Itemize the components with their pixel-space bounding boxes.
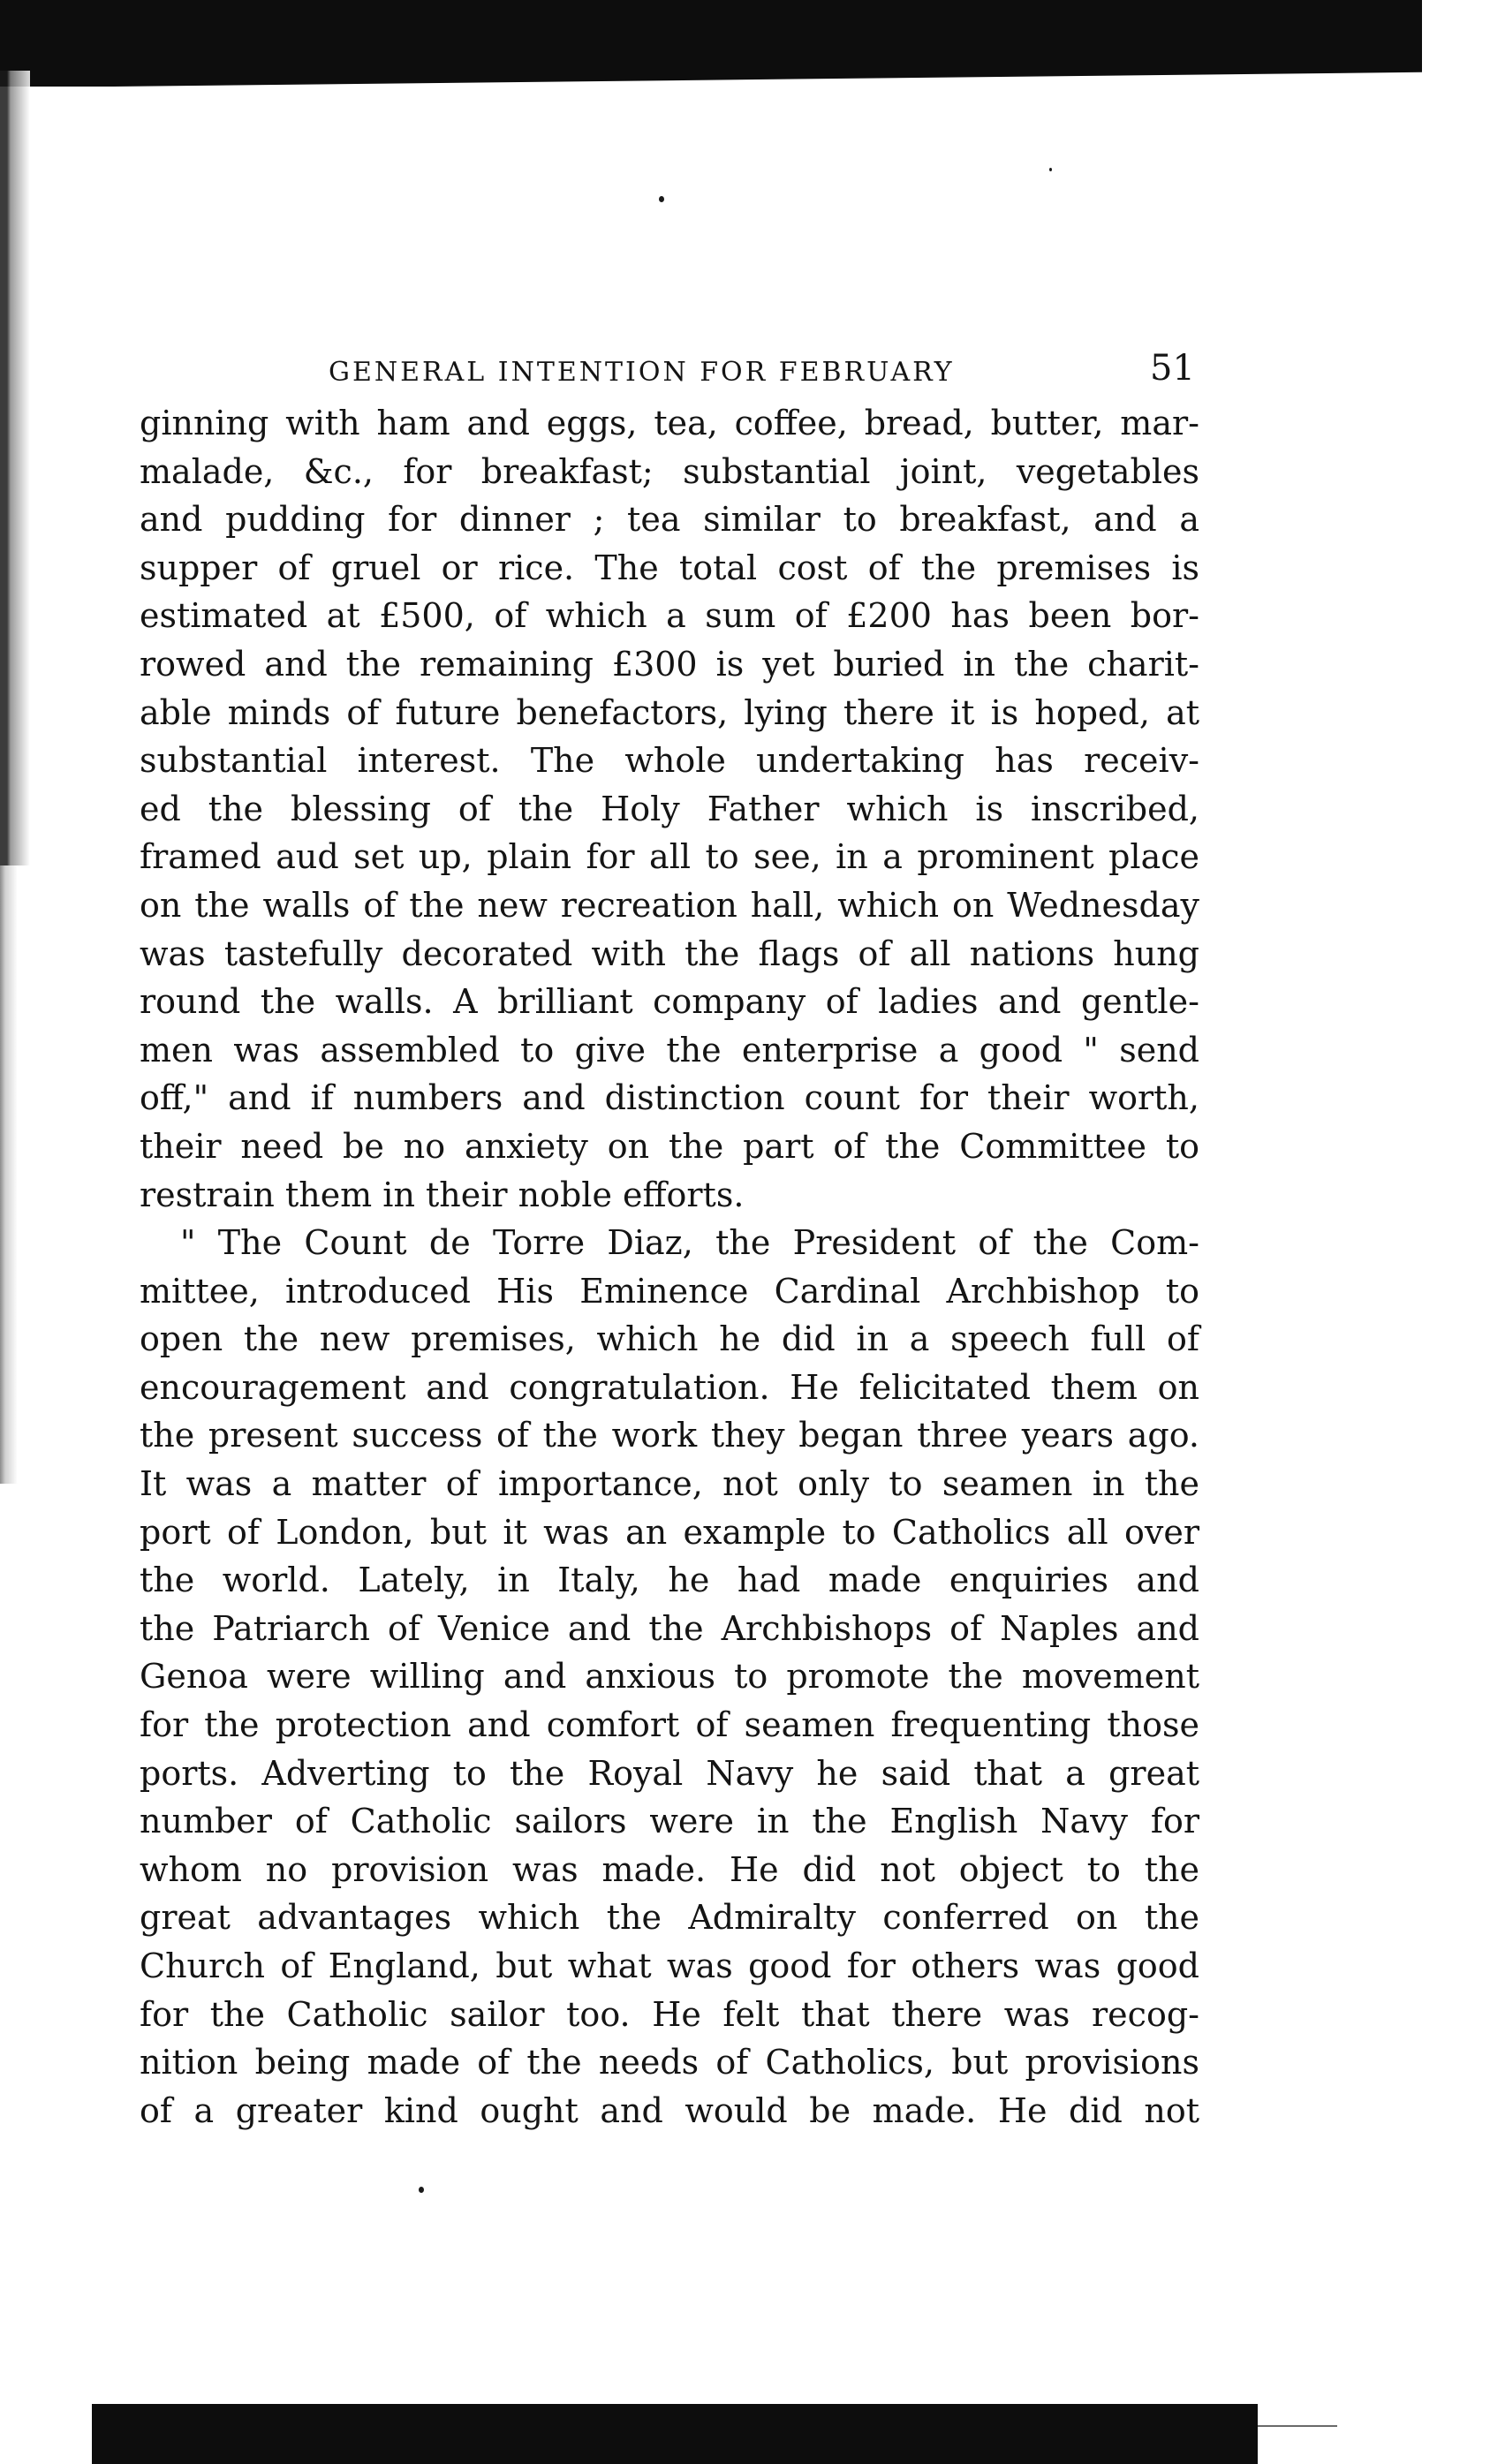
page-number: 51 [1150,348,1195,389]
text-line: the world. Lately, in Italy, he had made enquiries and [140,1561,1199,1600]
text-line: restrain them in their noble efforts. [140,1175,745,1214]
text-line: number of Catholic sailors were in the English Navy for [140,1802,1199,1841]
text-line: men was assembled to give the enterprise a good " send [140,1030,1199,1069]
text-line: substantial interest. The whole undertaking has receiv- [140,741,1199,781]
text-line: ed the blessing of the Holy Father which is inscribed, [140,789,1199,828]
scan-border-bottom [92,2404,1258,2464]
running-title: GENERAL INTENTION FOR FEBRUARY [329,357,955,388]
text-line: was tastefully decorated with the flags of all nations hung [140,933,1199,973]
text-line: great advantages which the Admiralty conferred on the [140,1898,1199,1938]
text-line: for the Catholic sailor too. He felt that there was recog- [140,1994,1199,2034]
text-line: whom no provision was made. He did not object to the [140,1849,1199,1889]
text-line: their need be no anxiety on the part of the Committee to [140,1126,1199,1166]
scan-border-bottom-line [1258,2425,1337,2427]
text-line: " The Count de Torre Diaz, the President of the Com- [180,1223,1199,1263]
scan-border-left-lower [0,865,18,1484]
text-line: estimated at £500, of which a sum of £200 has been bor- [140,596,1199,636]
text-line: framed aud set up, plain for all to see, in a prominent place [140,837,1199,877]
text-line: rowed and the remaining £300 is yet buried in the charit- [140,644,1199,684]
text-line: and pudding for dinner ; tea similar to breakfast, and a [140,500,1199,540]
text-line: off," and if numbers and distinction count for their worth, [140,1078,1199,1118]
text-line: open the new premises, which he did in a speech full of [140,1319,1199,1359]
text-line: mittee, introduced His Eminence Cardinal Archbishop to [140,1271,1199,1311]
text-line: ports. Adverting to the Royal Navy he said that a great [140,1753,1199,1793]
text-line: ginning with ham and eggs, tea, coffee, bread, butter, mar- [140,404,1199,442]
scan-border-top-edge [0,71,1422,87]
text-line: able minds of future benefactors, lying there it is hoped, at [140,692,1199,732]
body-text [140,399,1199,2135]
text-line: on the walls of the new recreation hall, which on Wednesday [140,885,1199,925]
text-line: for the protection and comfort of seamen frequenting those [140,1705,1199,1745]
scan-speck [1049,168,1052,171]
text-line: Genoa were willing and anxious to promote the movement [140,1657,1199,1697]
text-line: nition being made of the needs of Catholics, but provisions [140,2043,1199,2082]
text-line: port of London, but it was an example to Catholics all over [140,1512,1199,1552]
text-line: round the walls. A brilliant company of ladies and gentle- [140,982,1199,1022]
scan-speck [419,2187,424,2193]
text-line: the Patriarch of Venice and the Archbishops of Naples and [140,1608,1199,1648]
scan-speck [659,196,664,202]
scan-border-top [0,0,1422,71]
text-line: Church of England, but what was good for others was good [140,1946,1199,1985]
scan-border-left [0,71,30,865]
text-line: of a greater kind ought and would be made. He did not [140,2090,1199,2130]
text-line: the present success of the work they began three years ago. [140,1416,1199,1455]
running-head [329,348,1212,392]
text-line: encouragement and congratulation. He felicitated them on [140,1367,1199,1407]
text-line: supper of gruel or rice. The total cost of the premises is [140,548,1199,587]
text-line: It was a matter of importance, not only to seamen in the [140,1464,1199,1504]
text-line: malade, &c., for breakfast; substantial joint, vegetables [140,451,1199,491]
